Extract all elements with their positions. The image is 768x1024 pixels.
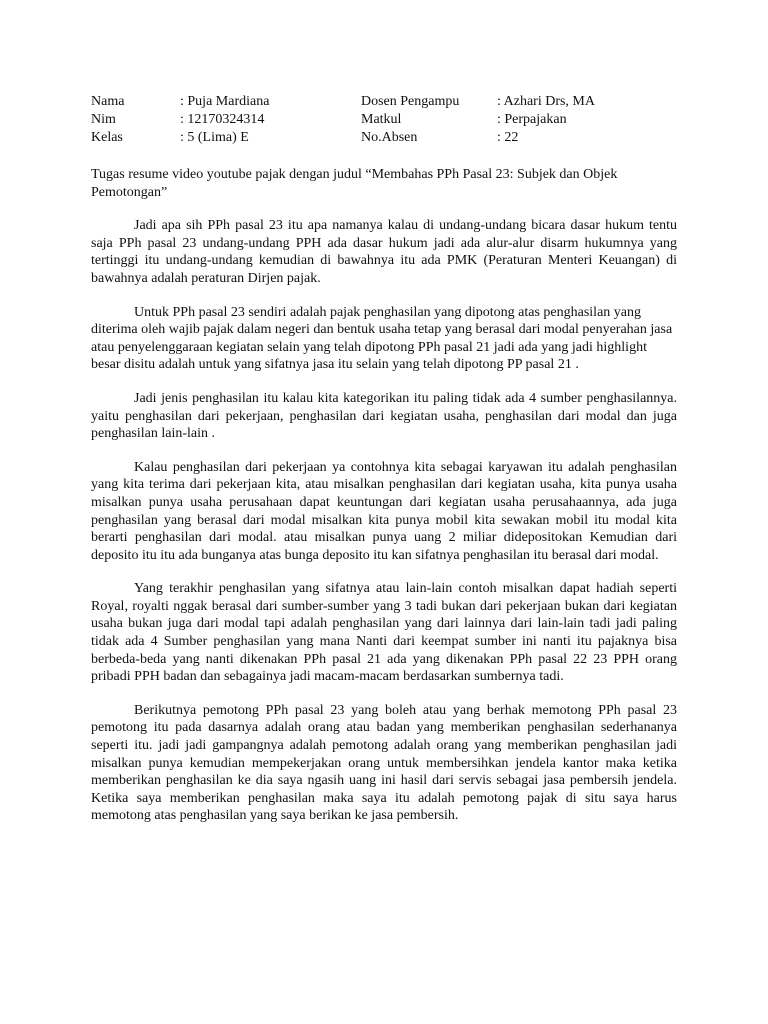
value-kelas: : 5 (Lima) E: [180, 130, 249, 145]
paragraph-jenis-penghasilan: Jadi jenis penghasilan itu kalau kita kategorikan itu paling tidak ada 4 sumber penghasilannya. yaitu penghasilan dari pekerjaan, penghasilan dari kegiatan usaha, penghasilan dari modal dan juga penghasilan lain-lain .: [91, 390, 677, 442]
paragraph-pemotong: Berikutnya pemotong PPh pasal 23 yang boleh atau yang berhak memotong PPh pasal 23 pemotong itu pada dasarnya adalah orang atau badan yang memberikan penghasilan sederhananya seperti itu. jadi jadi gampangnya adalah pemotong adalah orang yang memberikan penghasilan jadi misalkan punya kemudian mempekerjakan orang untuk membersihkan jendela kantor maka ketika memberikan penghasilan ke dia saya ngasih uang ini hasil dari servis sebagai jasa pembersih jendela. Ketika saya memberikan penghasilan maka saya itu adalah pemotong pajak di situ saya harus memotong atas penghasilan yang saya berikan ke jasa pembersih.: [91, 702, 677, 824]
paragraph-definisi: Untuk PPh pasal 23 sendiri adalah pajak penghasilan yang dipotong atas penghasilan yang diterima oleh wajib pajak dalam negeri dan bentuk usaha tetap yang berasal dari modal penyerahan jasa atau penyelenggaraan kegiatan selain yang telah dipotong PPh pasal 21 jadi ada yang jadi highlight besar disitu adalah untuk yang sifatnya jasa itu selain yang telah dipotong PP pasal 21 .: [91, 304, 673, 373]
label-absen: No.Absen: [361, 130, 418, 145]
header-row-kelas: [91, 129, 677, 147]
label-kelas: Kelas: [91, 130, 123, 145]
paragraph-dasar-hukum: Jadi apa sih PPh pasal 23 itu apa namanya kalau di undang-undang bicara dasar hukum tentu saja PPh pasal 23 undang-undang PPH ada dasar hukum jadi ada alur-alur disarm hukumnya yang tertinggi itu undang-undang kemudian di bawahnya itu ada PMK (Peraturan Menteri Keuangan) di bawahnya adalah peraturan Dirjen pajak.: [91, 218, 677, 286]
label-nim: Nim: [91, 112, 116, 127]
header-row-name: [91, 93, 677, 111]
value-dosen: : Azhari Drs, MA: [497, 94, 595, 109]
header-row-nim: [91, 111, 677, 129]
value-nama: : Puja Mardiana: [180, 94, 270, 109]
document-page: [91, 93, 677, 825]
label-matkul: Matkul: [361, 112, 402, 127]
paragraph-lain-lain: Yang terakhir penghasilan yang sifatnya atau lain-lain contoh misalkan dapat hadiah seperti Royal, royalti nggak berasal dari sumber-sumber yang 3 tadi bukan dari pekerjaan bukan dari kegiatan usaha bukan juga dari modal tapi adalah penghasilan yang dari lainnya dari lain-lain tadi jadi paling tidak ada 4 Sumber penghasilan yang mana Nanti dari keempat sumber ini nanti itu pajaknya bisa berbeda-beda yang nanti dikenakan PPh pasal 21 ada yang dikenakan PPh pasal 22 23 PPH orang pribadi PPH badan dan sebagainya jadi macam-macam berdasarkan sumbernya tadi.: [91, 581, 677, 685]
paragraph-contoh-penghasilan: Kalau penghasilan dari pekerjaan ya contohnya kita sebagai karyawan itu adalah penghasilan yang kita terima dari pekerjaan kita, atau misalkan penghasilan dari kegiatan usaha, kita punya usaha misalkan punya usaha perusahaan dapat keuntungan dari kegiatan usaha perusahaannya, ada juga penghasilan yang berasal dari modal misalkan kita punya mobil kita sewakan mobil itu modal kita berarti penghasilan dari modal. atau misalkan punya uang 2 miliar didepositokan Kemudian dari deposito itu itu ada bunganya atas bunga deposito itu kan sifatnya penghasilan itu berasal dari modal.: [91, 459, 677, 563]
value-absen: : 22: [497, 130, 519, 145]
assignment-title: Tugas resume video youtube pajak dengan judul “Membahas PPh Pasal 23: Subjek dan Objek Pemotongan”: [91, 167, 618, 200]
value-matkul: : Perpajakan: [497, 112, 567, 127]
label-dosen: Dosen Pengampu: [361, 94, 460, 109]
student-info-header: [91, 93, 677, 147]
value-nim: : 12170324314: [180, 112, 265, 127]
label-nama: Nama: [91, 94, 125, 109]
